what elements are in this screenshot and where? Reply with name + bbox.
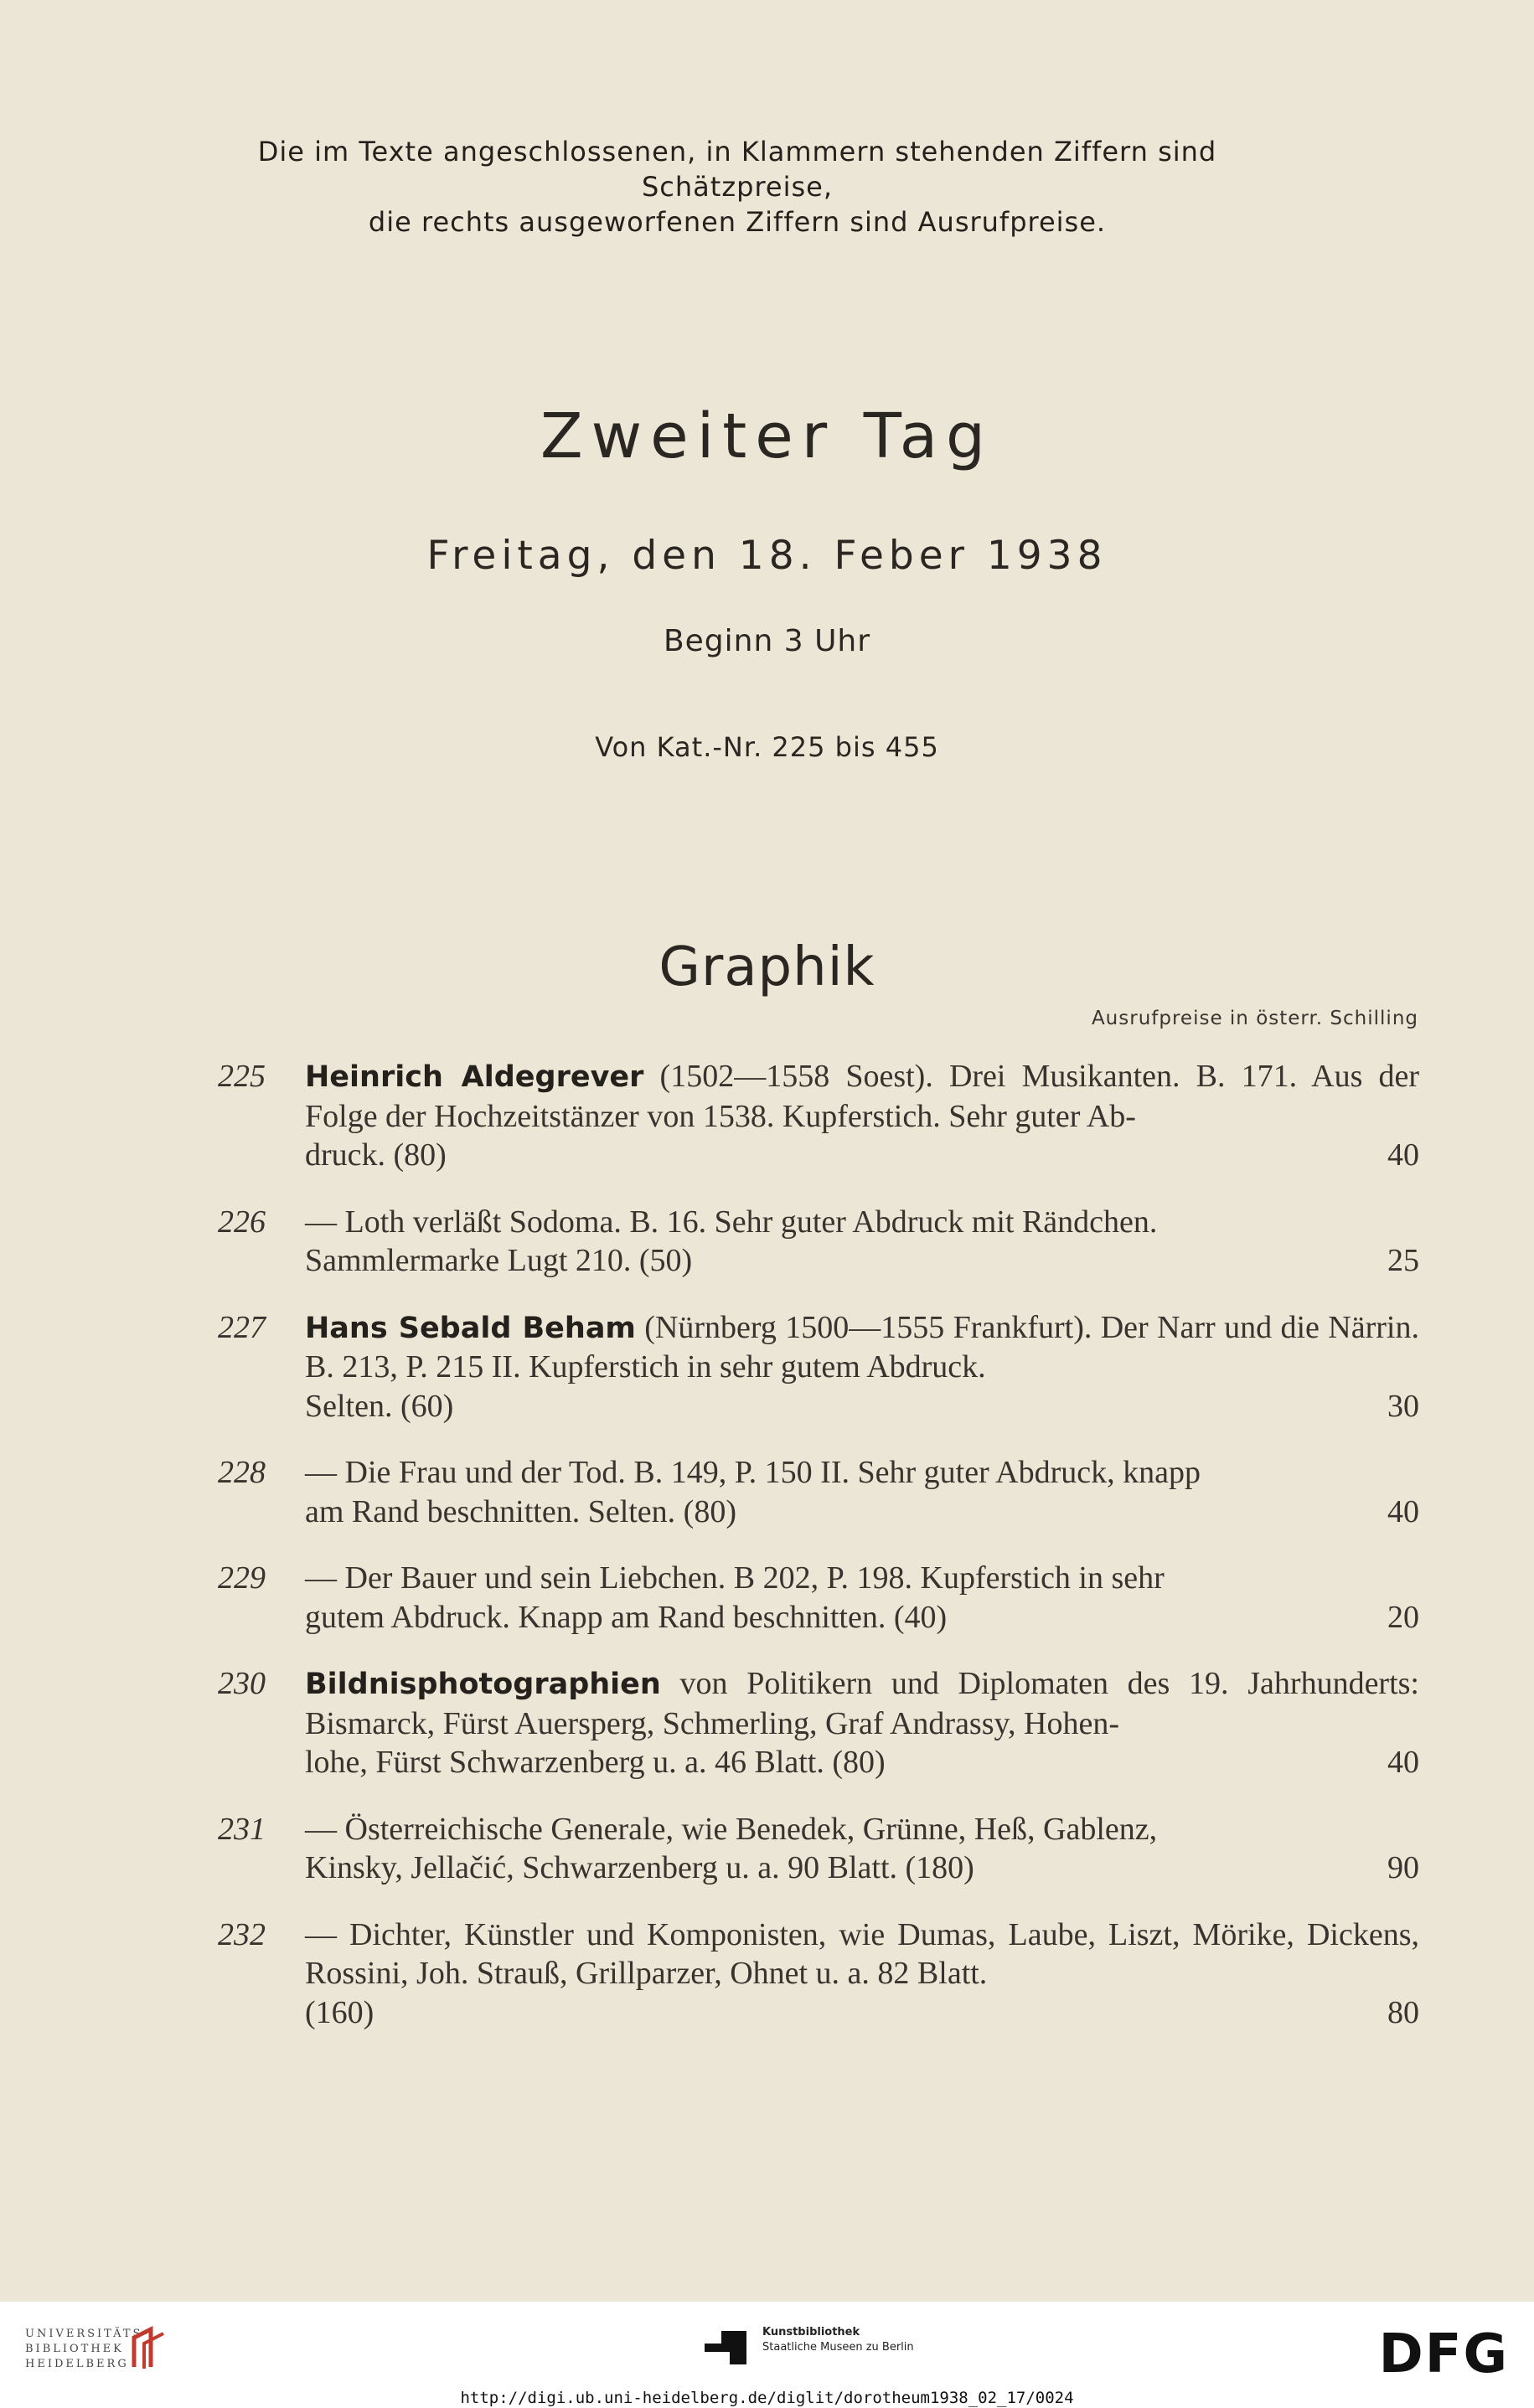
- entry-estimate: Selten. (60): [305, 1388, 454, 1424]
- entry-number: 228: [218, 1455, 266, 1490]
- kunstbibliothek-logo-icon: [700, 2327, 751, 2369]
- page-url[interactable]: http://digi.ub.uni-heidelberg.de/diglit/dorotheum1938_02_17/0024: [460, 2389, 1074, 2407]
- entry-text: [305, 1453, 1419, 1493]
- entry-name: Heinrich Aldegrever: [305, 1060, 644, 1094]
- catalog-entries: [218, 1057, 1419, 2060]
- catalog-entry: [218, 1664, 1419, 1782]
- intro-line-2: die rechts ausgeworfenen Ziffern sind Ausrufpreise.: [368, 206, 1107, 238]
- entry-last-line: [305, 1241, 1419, 1281]
- auction-date: Freitag, den 18. Feber 1938: [426, 533, 1108, 579]
- digitization-footer: [0, 2302, 1534, 2408]
- kb-line-1: Kunstbibliothek: [762, 2326, 860, 2338]
- entry-last-line: [305, 1743, 1419, 1782]
- entry-number: 232: [218, 1916, 266, 1952]
- uni-line-1: UNIVERSITÄTS-: [25, 2328, 150, 2340]
- catalog-entry: [218, 1559, 1419, 1637]
- entry-number: 231: [218, 1811, 266, 1847]
- entry-price: 40: [1387, 1493, 1419, 1529]
- entry-text: [305, 1203, 1419, 1242]
- catalog-entry: [218, 1453, 1419, 1531]
- uni-line-3: HEIDELBERG: [25, 2358, 129, 2370]
- catalog-entry: [218, 1916, 1419, 2033]
- entry-estimate: druck. (80): [305, 1137, 447, 1173]
- entry-number: 225: [218, 1059, 266, 1094]
- entry-price: 40: [1387, 1137, 1419, 1173]
- kb-line-2: Staatliche Museen zu Berlin: [762, 2341, 914, 2354]
- entry-last-line: [305, 1136, 1419, 1175]
- catalog-entry: [218, 1308, 1419, 1426]
- price-note: Ausrufpreise in österr. Schilling: [1091, 1008, 1418, 1029]
- entry-number: 229: [218, 1560, 266, 1596]
- entry-last-line: [305, 1849, 1419, 1888]
- entry-text: [305, 1664, 1419, 1743]
- entry-estimate: gutem Abdruck. Knapp am Rand beschnitten. (40): [305, 1599, 948, 1635]
- entry-last-line: [305, 1598, 1419, 1637]
- entry-last-line: [305, 1387, 1419, 1426]
- entry-last-line: [305, 1493, 1419, 1532]
- entry-description: — Österreichische Generale, wie Benedek, Grünne, Heß, Gablenz,: [305, 1811, 1158, 1847]
- entry-description: (Nürnberg 1500—1555 Frankfurt). Der Narr und die Närrin. B. 213, P. 215 II. Kupferstich in sehr gutem Abdruck.: [305, 1309, 1419, 1384]
- dfg-logo[interactable]: DFG: [1378, 2323, 1509, 2385]
- kunstbibliothek-label[interactable]: [762, 2325, 914, 2355]
- entry-price: 25: [1387, 1243, 1419, 1278]
- entry-price: 90: [1387, 1850, 1419, 1885]
- entry-price: 20: [1387, 1599, 1419, 1635]
- entry-estimate: lohe, Fürst Schwarzenberg u. a. 46 Blatt. (80): [305, 1745, 886, 1780]
- section-title: Graphik: [659, 936, 875, 998]
- entry-description: — Der Bauer und sein Liebchen. B 202, P. 198. Kupferstich in sehr: [305, 1560, 1165, 1596]
- intro-note: [168, 134, 1307, 240]
- entry-name: Hans Sebald Beham: [305, 1311, 636, 1345]
- entry-description: (1502—1558 Soest). Drei Musikanten. B. 171. Aus der Folge der Hochzeitstänzer von 1538. Kupferstich. Sehr guter Ab-: [305, 1059, 1419, 1134]
- entry-estimate: Sammlermarke Lugt 210. (50): [305, 1243, 693, 1278]
- entry-description: von Politikern und Diplomaten des 19. Jahrhunderts: Bismarck, Fürst Auersperg, Schmerling, Graf Andrassy, Hohen-: [305, 1666, 1419, 1741]
- day-title: Zweiter Tag: [540, 400, 994, 472]
- entry-price: 30: [1387, 1388, 1419, 1424]
- entry-description: — Dichter, Künstler und Komponisten, wie Dumas, Laube, Liszt, Mörike, Dickens, Rossini, Joh. Strauß, Grillparzer, Ohnet u. a. 82 Blatt.: [305, 1916, 1419, 1991]
- entry-name: Bildnisphotographien: [305, 1668, 661, 1701]
- entry-estimate: Kinsky, Jellačić, Schwarzenberg u. a. 90 Blatt. (180): [305, 1850, 974, 1885]
- entry-description: — Die Frau und der Tod. B. 149, P. 150 II. Sehr guter Abdruck, knapp: [305, 1455, 1201, 1490]
- entry-description: — Loth verläßt Sodoma. B. 16. Sehr guter Abdruck mit Rändchen.: [305, 1204, 1158, 1240]
- entry-text: [305, 1810, 1419, 1849]
- entry-price: 80: [1387, 1994, 1419, 2030]
- catalog-entry: [218, 1203, 1419, 1281]
- entry-price: 40: [1387, 1745, 1419, 1780]
- intro-line-1: Die im Texte angeschlossenen, in Klammern stehenden Ziffern sind Schätzpreise,: [257, 136, 1217, 203]
- entry-text: [305, 1057, 1419, 1136]
- start-time: Beginn 3 Uhr: [663, 624, 871, 658]
- entry-number: 226: [218, 1204, 266, 1240]
- entry-number: 230: [218, 1666, 266, 1701]
- entry-text: [305, 1559, 1419, 1598]
- catalog-entry: [218, 1057, 1419, 1175]
- university-logo-icon: [126, 2325, 176, 2375]
- entry-estimate: (160): [305, 1994, 374, 2030]
- catalog-entry: [218, 1810, 1419, 1888]
- entry-estimate: am Rand beschnitten. Selten. (80): [305, 1493, 736, 1529]
- entry-last-line: [305, 1993, 1419, 2033]
- entry-number: 227: [218, 1309, 266, 1345]
- catalog-range: Von Kat.-Nr. 225 bis 455: [595, 731, 939, 763]
- uni-line-2: BIBLIOTHEK: [25, 2343, 124, 2355]
- entry-text: [305, 1308, 1419, 1387]
- entry-text: [305, 1916, 1419, 1993]
